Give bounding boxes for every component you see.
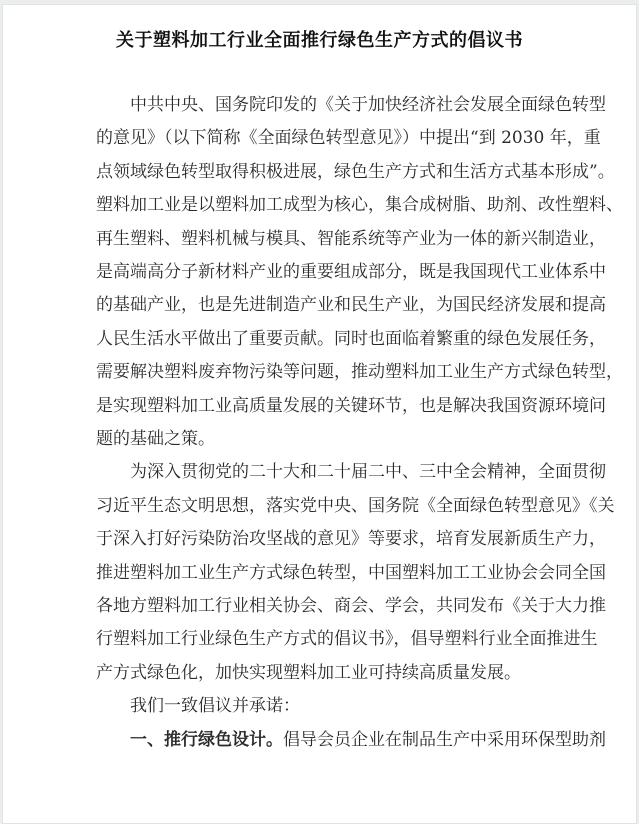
paragraph-1-line: 的基础产业，也是先进制造产业和民生产业，为国民经济发展和提高: [96, 295, 606, 315]
paragraph-1-line: 塑料加工业是以塑料加工成型为核心，集合成树脂、助剂、改性塑料、: [96, 195, 623, 215]
paragraph-1-line: 中共中央、国务院印发的《关于加快经济社会发展全面绿色转型: [130, 95, 606, 115]
paragraph-2-line: 产方式绿色化，加快实现塑料加工业可持续高质量发展。: [96, 663, 521, 683]
paragraph-2-line: 推进塑料加工业生产方式绿色转型，中国塑料加工工业协会会同全国: [96, 563, 606, 583]
paragraph-1-line: 人民生活水平做出了重要贡献。同时也面临着繁重的绿色发展任务，: [96, 329, 606, 349]
paragraph-1-line: 的意见》（以下简称《全面绿色转型意见》）中提出“到 2030 年，重: [96, 128, 601, 148]
paragraph-2-line: 行塑料加工行业绿色生产方式的倡议书》，倡导塑料行业全面推进生: [96, 629, 598, 649]
item-1-text: 倡导会员企业在制品生产中采用环保型助剂: [283, 730, 606, 750]
paragraph-1-line: 是实现塑料加工业高质量发展的关键环节，也是解决我国资源环境问: [96, 396, 606, 416]
paragraph-1-line: 是高端高分子新材料产业的重要组成部分，既是我国现代工业体系中: [96, 262, 606, 282]
paragraph-1-line: 再生塑料、塑料机械与模具、智能系统等产业为一体的新兴制造业，: [96, 229, 606, 249]
paragraph-2-line: 各地方塑料加工行业相关协会、商会、学会，共同发布《关于大力推: [96, 596, 606, 616]
paragraph-1-line: 题的基础之策。: [96, 429, 215, 449]
item-1-heading: 一、推行绿色设计。: [130, 730, 283, 750]
paragraph-1-line: 需要解决塑料废弃物污染等问题，推动塑料加工业生产方式绿色转型，: [96, 362, 623, 382]
paragraph-2-line: 于深入打好污染防治攻坚战的意见》等要求，培育发展新质生产力，: [96, 529, 606, 549]
document-title: 关于塑料加工行业全面推行绿色生产方式的倡议书: [116, 30, 523, 51]
paragraph-2-line: 为深入贯彻党的二十大和二十届二中、三中全会精神，全面贯彻: [130, 462, 606, 482]
paragraph-2-line: 习近平生态文明思想，落实党中央、国务院《全面绿色转型意见》《关: [96, 496, 615, 516]
item-1: [130, 728, 606, 752]
paragraph-3: 我们一致倡议并承诺：: [130, 696, 300, 716]
paragraph-1-line: 点领域绿色转型取得积极进展，绿色生产方式和生活方式基本形成”。: [96, 162, 615, 182]
